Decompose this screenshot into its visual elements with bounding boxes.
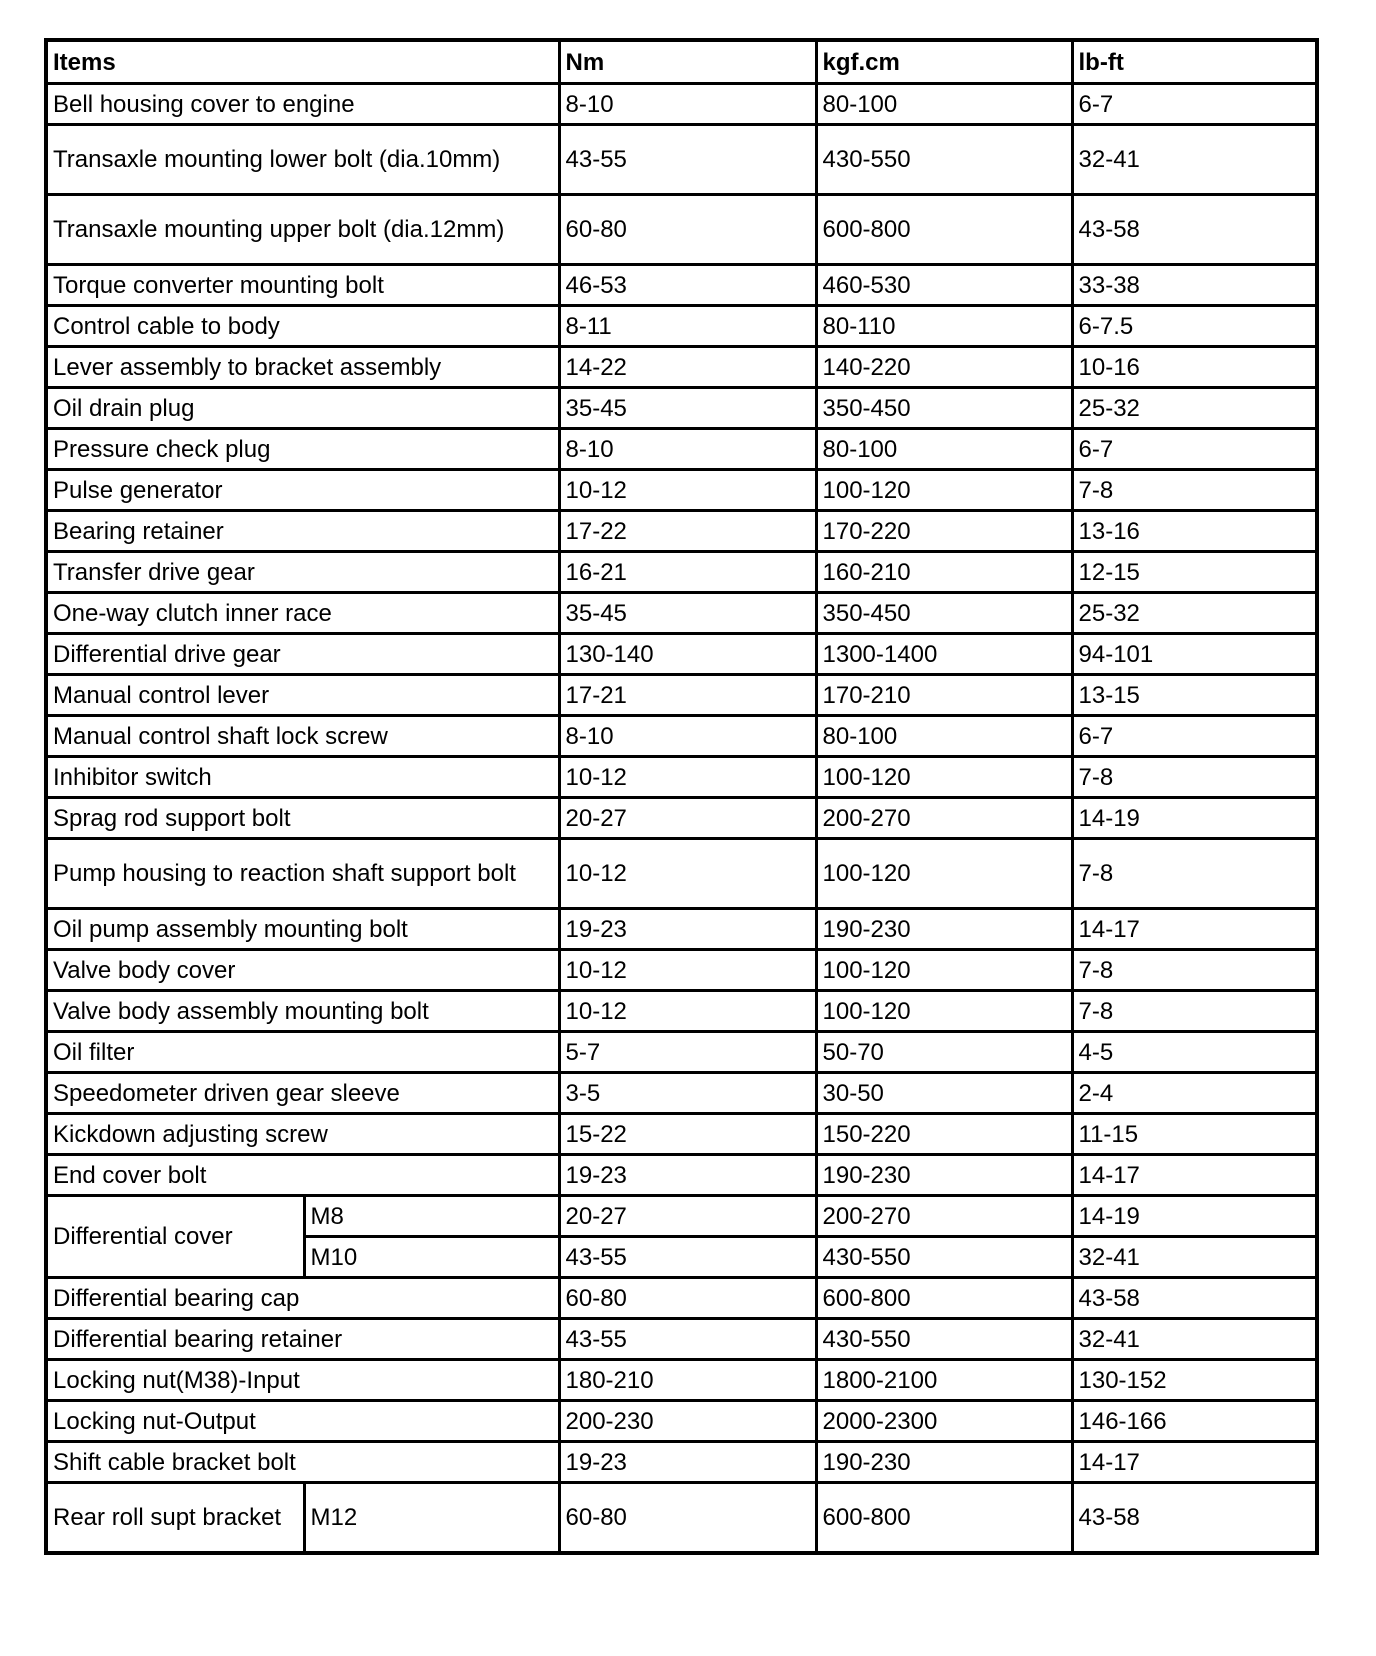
lbft-cell: 12-15 bbox=[1072, 552, 1317, 593]
item-cell: Oil drain plug bbox=[46, 388, 559, 429]
nm-cell: 15-22 bbox=[559, 1114, 816, 1155]
item-cell: Locking nut-Output bbox=[46, 1401, 559, 1442]
table-row bbox=[46, 195, 1317, 265]
table-row bbox=[46, 1401, 1317, 1442]
table-row bbox=[46, 909, 1317, 950]
nm-cell: 16-21 bbox=[559, 552, 816, 593]
table-row bbox=[46, 84, 1317, 125]
nm-cell: 180-210 bbox=[559, 1360, 816, 1401]
item-cell: Pressure check plug bbox=[46, 429, 559, 470]
table-row bbox=[46, 511, 1317, 552]
kgf-cell: 100-120 bbox=[816, 470, 1072, 511]
nm-cell: 60-80 bbox=[559, 1483, 816, 1554]
nm-cell: 10-12 bbox=[559, 950, 816, 991]
table-row bbox=[46, 1483, 1317, 1554]
kgf-cell: 190-230 bbox=[816, 1155, 1072, 1196]
nm-cell: 60-80 bbox=[559, 195, 816, 265]
lbft-cell: 33-38 bbox=[1072, 265, 1317, 306]
item-cell: Control cable to body bbox=[46, 306, 559, 347]
kgf-cell: 150-220 bbox=[816, 1114, 1072, 1155]
item-cell: Transaxle mounting upper bolt (dia.12mm) bbox=[46, 195, 559, 265]
lbft-cell: 4-5 bbox=[1072, 1032, 1317, 1073]
item-cell: Inhibitor switch bbox=[46, 757, 559, 798]
table-row bbox=[46, 1073, 1317, 1114]
table-row bbox=[46, 716, 1317, 757]
table-row bbox=[46, 839, 1317, 909]
header-row bbox=[46, 40, 1317, 84]
torque-spec-sheet bbox=[44, 38, 1319, 1555]
nm-cell: 8-10 bbox=[559, 429, 816, 470]
table-row bbox=[46, 1319, 1317, 1360]
lbft-cell: 43-58 bbox=[1072, 195, 1317, 265]
lbft-cell: 11-15 bbox=[1072, 1114, 1317, 1155]
sub-item-cell: M8 bbox=[304, 1196, 559, 1237]
nm-cell: 10-12 bbox=[559, 470, 816, 511]
item-cell: Differential bearing cap bbox=[46, 1278, 559, 1319]
nm-cell: 10-12 bbox=[559, 839, 816, 909]
kgf-cell: 200-270 bbox=[816, 1196, 1072, 1237]
nm-cell: 14-22 bbox=[559, 347, 816, 388]
lbft-cell: 130-152 bbox=[1072, 1360, 1317, 1401]
nm-cell: 19-23 bbox=[559, 1442, 816, 1483]
item-cell: Torque converter mounting bolt bbox=[46, 265, 559, 306]
table-row bbox=[46, 1155, 1317, 1196]
kgf-cell: 600-800 bbox=[816, 1483, 1072, 1554]
nm-cell: 46-53 bbox=[559, 265, 816, 306]
kgf-cell: 350-450 bbox=[816, 388, 1072, 429]
lbft-cell: 25-32 bbox=[1072, 388, 1317, 429]
sub-item-cell: M12 bbox=[304, 1483, 559, 1554]
table-row bbox=[46, 306, 1317, 347]
item-cell: Lever assembly to bracket assembly bbox=[46, 347, 559, 388]
nm-cell: 10-12 bbox=[559, 757, 816, 798]
item-cell: Oil pump assembly mounting bolt bbox=[46, 909, 559, 950]
table-row bbox=[46, 991, 1317, 1032]
lbft-cell: 7-8 bbox=[1072, 950, 1317, 991]
item-cell: Locking nut(M38)-Input bbox=[46, 1360, 559, 1401]
nm-cell: 35-45 bbox=[559, 593, 816, 634]
kgf-cell: 160-210 bbox=[816, 552, 1072, 593]
lbft-cell: 14-19 bbox=[1072, 798, 1317, 839]
item-cell: Bell housing cover to engine bbox=[46, 84, 559, 125]
lbft-cell: 14-17 bbox=[1072, 1155, 1317, 1196]
header-items: Items bbox=[46, 40, 559, 84]
lbft-cell: 7-8 bbox=[1072, 839, 1317, 909]
kgf-cell: 600-800 bbox=[816, 1278, 1072, 1319]
nm-cell: 43-55 bbox=[559, 1319, 816, 1360]
kgf-cell: 80-110 bbox=[816, 306, 1072, 347]
nm-cell: 17-21 bbox=[559, 675, 816, 716]
kgf-cell: 190-230 bbox=[816, 909, 1072, 950]
lbft-cell: 7-8 bbox=[1072, 470, 1317, 511]
item-cell: Sprag rod support bolt bbox=[46, 798, 559, 839]
kgf-cell: 460-530 bbox=[816, 265, 1072, 306]
lbft-cell: 32-41 bbox=[1072, 1319, 1317, 1360]
lbft-cell: 2-4 bbox=[1072, 1073, 1317, 1114]
nm-cell: 10-12 bbox=[559, 991, 816, 1032]
lbft-cell: 6-7 bbox=[1072, 84, 1317, 125]
item-cell: Transfer drive gear bbox=[46, 552, 559, 593]
item-cell: Valve body assembly mounting bolt bbox=[46, 991, 559, 1032]
item-cell: Oil filter bbox=[46, 1032, 559, 1073]
nm-cell: 60-80 bbox=[559, 1278, 816, 1319]
table-row bbox=[46, 388, 1317, 429]
kgf-cell: 1800-2100 bbox=[816, 1360, 1072, 1401]
item-cell: Differential cover bbox=[46, 1196, 304, 1278]
nm-cell: 19-23 bbox=[559, 909, 816, 950]
item-cell: Transaxle mounting lower bolt (dia.10mm) bbox=[46, 125, 559, 195]
lbft-cell: 14-19 bbox=[1072, 1196, 1317, 1237]
item-cell: Pump housing to reaction shaft support bolt bbox=[46, 839, 559, 909]
lbft-cell: 7-8 bbox=[1072, 991, 1317, 1032]
lbft-cell: 7-8 bbox=[1072, 757, 1317, 798]
table-row bbox=[46, 1278, 1317, 1319]
table-row bbox=[46, 798, 1317, 839]
table-row bbox=[46, 429, 1317, 470]
table-row bbox=[46, 1196, 1317, 1237]
lbft-cell: 6-7.5 bbox=[1072, 306, 1317, 347]
nm-cell: 8-11 bbox=[559, 306, 816, 347]
item-cell: Manual control lever bbox=[46, 675, 559, 716]
kgf-cell: 80-100 bbox=[816, 84, 1072, 125]
table-row bbox=[46, 1442, 1317, 1483]
lbft-cell: 43-58 bbox=[1072, 1278, 1317, 1319]
item-cell: End cover bolt bbox=[46, 1155, 559, 1196]
table-row bbox=[46, 675, 1317, 716]
kgf-cell: 30-50 bbox=[816, 1073, 1072, 1114]
item-cell: Differential bearing retainer bbox=[46, 1319, 559, 1360]
header-lb-ft: lb-ft bbox=[1072, 40, 1317, 84]
kgf-cell: 140-220 bbox=[816, 347, 1072, 388]
kgf-cell: 190-230 bbox=[816, 1442, 1072, 1483]
table-row bbox=[46, 634, 1317, 675]
kgf-cell: 80-100 bbox=[816, 429, 1072, 470]
nm-cell: 17-22 bbox=[559, 511, 816, 552]
nm-cell: 20-27 bbox=[559, 798, 816, 839]
lbft-cell: 13-16 bbox=[1072, 511, 1317, 552]
nm-cell: 200-230 bbox=[559, 1401, 816, 1442]
kgf-cell: 100-120 bbox=[816, 839, 1072, 909]
lbft-cell: 14-17 bbox=[1072, 909, 1317, 950]
header-nm: Nm bbox=[559, 40, 816, 84]
table-row bbox=[46, 757, 1317, 798]
table-row bbox=[46, 1032, 1317, 1073]
item-cell: Shift cable bracket bolt bbox=[46, 1442, 559, 1483]
table-row bbox=[46, 347, 1317, 388]
lbft-cell: 32-41 bbox=[1072, 125, 1317, 195]
nm-cell: 43-55 bbox=[559, 1237, 816, 1278]
kgf-cell: 100-120 bbox=[816, 991, 1072, 1032]
table-row bbox=[46, 125, 1317, 195]
kgf-cell: 2000-2300 bbox=[816, 1401, 1072, 1442]
table-row bbox=[46, 552, 1317, 593]
item-cell: Speedometer driven gear sleeve bbox=[46, 1073, 559, 1114]
nm-cell: 3-5 bbox=[559, 1073, 816, 1114]
lbft-cell: 94-101 bbox=[1072, 634, 1317, 675]
item-cell: One-way clutch inner race bbox=[46, 593, 559, 634]
kgf-cell: 200-270 bbox=[816, 798, 1072, 839]
nm-cell: 20-27 bbox=[559, 1196, 816, 1237]
kgf-cell: 430-550 bbox=[816, 125, 1072, 195]
kgf-cell: 600-800 bbox=[816, 195, 1072, 265]
item-cell: Differential drive gear bbox=[46, 634, 559, 675]
header-kgf-cm: kgf.cm bbox=[816, 40, 1072, 84]
nm-cell: 130-140 bbox=[559, 634, 816, 675]
item-cell: Valve body cover bbox=[46, 950, 559, 991]
item-cell: Bearing retainer bbox=[46, 511, 559, 552]
item-cell: Pulse generator bbox=[46, 470, 559, 511]
kgf-cell: 170-210 bbox=[816, 675, 1072, 716]
lbft-cell: 146-166 bbox=[1072, 1401, 1317, 1442]
kgf-cell: 430-550 bbox=[816, 1319, 1072, 1360]
table-row bbox=[46, 1360, 1317, 1401]
kgf-cell: 80-100 bbox=[816, 716, 1072, 757]
lbft-cell: 32-41 bbox=[1072, 1237, 1317, 1278]
lbft-cell: 13-15 bbox=[1072, 675, 1317, 716]
item-cell: Kickdown adjusting screw bbox=[46, 1114, 559, 1155]
lbft-cell: 25-32 bbox=[1072, 593, 1317, 634]
table-row bbox=[46, 265, 1317, 306]
sub-item-cell: M10 bbox=[304, 1237, 559, 1278]
lbft-cell: 43-58 bbox=[1072, 1483, 1317, 1554]
lbft-cell: 10-16 bbox=[1072, 347, 1317, 388]
nm-cell: 8-10 bbox=[559, 84, 816, 125]
torque-spec-table bbox=[44, 38, 1319, 1555]
nm-cell: 19-23 bbox=[559, 1155, 816, 1196]
kgf-cell: 430-550 bbox=[816, 1237, 1072, 1278]
table-row bbox=[46, 1114, 1317, 1155]
lbft-cell: 6-7 bbox=[1072, 716, 1317, 757]
table-row bbox=[46, 950, 1317, 991]
kgf-cell: 100-120 bbox=[816, 757, 1072, 798]
lbft-cell: 6-7 bbox=[1072, 429, 1317, 470]
table-row bbox=[46, 593, 1317, 634]
kgf-cell: 350-450 bbox=[816, 593, 1072, 634]
lbft-cell: 14-17 bbox=[1072, 1442, 1317, 1483]
nm-cell: 43-55 bbox=[559, 125, 816, 195]
kgf-cell: 50-70 bbox=[816, 1032, 1072, 1073]
kgf-cell: 1300-1400 bbox=[816, 634, 1072, 675]
item-cell: Manual control shaft lock screw bbox=[46, 716, 559, 757]
kgf-cell: 100-120 bbox=[816, 950, 1072, 991]
nm-cell: 5-7 bbox=[559, 1032, 816, 1073]
table-row bbox=[46, 470, 1317, 511]
nm-cell: 8-10 bbox=[559, 716, 816, 757]
nm-cell: 35-45 bbox=[559, 388, 816, 429]
kgf-cell: 170-220 bbox=[816, 511, 1072, 552]
item-cell: Rear roll supt bracket bbox=[46, 1483, 304, 1554]
